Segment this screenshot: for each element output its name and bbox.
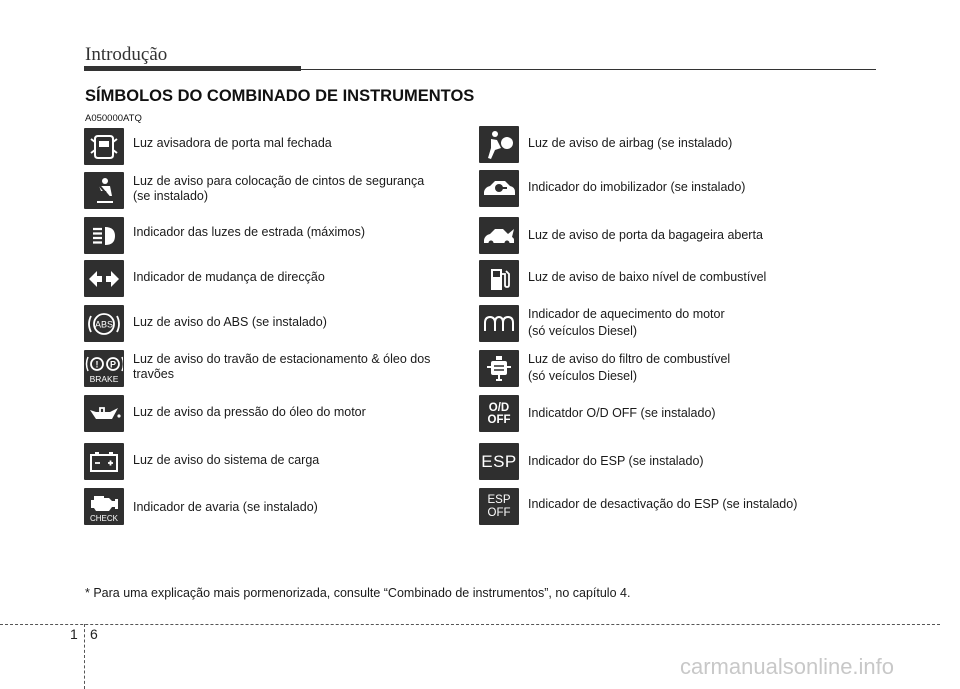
trunk-open-icon bbox=[479, 217, 519, 254]
svg-text:!: ! bbox=[95, 359, 99, 369]
watermark: carmanualsonline.info bbox=[680, 654, 895, 679]
symbol-label: Luz avisadora de porta mal fechada bbox=[133, 136, 332, 150]
footnote: * Para uma explicação mais pormenorizada, consulte “Combinado de instrumentos”, no capítulo 4. bbox=[85, 586, 631, 600]
chapter-number: 1 bbox=[70, 626, 78, 642]
high-beam-icon bbox=[84, 217, 124, 254]
airbag-icon bbox=[479, 126, 519, 163]
symbol-label: Indicatdor O/D OFF (se instalado) bbox=[528, 406, 716, 420]
symbol-label: Luz de aviso do travão de estacionamento & óleo dos travões bbox=[133, 352, 431, 381]
abs-icon bbox=[84, 305, 124, 342]
page-number: 6 bbox=[90, 626, 98, 642]
svg-text:BRAKE: BRAKE bbox=[89, 373, 119, 384]
svg-text:P: P bbox=[109, 359, 117, 369]
svg-text:ABS: ABS bbox=[94, 319, 114, 329]
turn-signal-icon bbox=[84, 260, 124, 297]
symbol-label: Indicador do imobilizador (se instalado) bbox=[528, 180, 746, 194]
symbol-label: Luz de aviso para colocação de cintos de segurança (se instalado) bbox=[133, 174, 425, 203]
symbol-label: Indicador das luzes de estrada (máximos) bbox=[133, 225, 366, 239]
battery-icon bbox=[84, 443, 124, 480]
symbol-label: Luz de aviso de airbag (se instalado) bbox=[528, 136, 733, 150]
header-title: Introdução bbox=[85, 44, 168, 65]
symbol-label: Luz de aviso do ABS (se instalado) bbox=[133, 315, 327, 329]
symbol-label: Luz de aviso do sistema de carga bbox=[133, 453, 320, 467]
svg-text:CHECK: CHECK bbox=[89, 513, 119, 523]
symbol-label: Indicador de avaria (se instalado) bbox=[133, 500, 318, 514]
symbol-label: Luz de aviso do filtro de combustível (só veículos Diesel) bbox=[528, 352, 731, 383]
seatbelt-icon bbox=[84, 172, 124, 209]
check-engine-icon bbox=[84, 488, 124, 525]
header-rule-thin bbox=[301, 69, 876, 70]
symbol-label: Indicador de mudança de direcção bbox=[133, 270, 325, 284]
od-off-icon: O/D OFF bbox=[479, 395, 519, 432]
section-code: A050000ATQ bbox=[85, 113, 142, 124]
footer-vertical-divider bbox=[84, 624, 85, 689]
section-title: SÍMBOLOS DO COMBINADO DE INSTRUMENTOS bbox=[85, 87, 475, 105]
esp-icon: ESP bbox=[479, 443, 519, 480]
symbol-label: Indicador de desactivação do ESP (se instalado) bbox=[528, 497, 798, 511]
fuel-icon bbox=[479, 260, 519, 297]
symbol-label: Luz de aviso de baixo nível de combustível bbox=[528, 270, 767, 284]
immobilizer-icon bbox=[479, 170, 519, 207]
oil-pressure-icon bbox=[84, 395, 124, 432]
header-rule-thick bbox=[84, 66, 301, 71]
symbol-label: Indicador do ESP (se instalado) bbox=[528, 454, 704, 468]
esp-off-icon: ESP OFF bbox=[479, 488, 519, 525]
fuel-filter-icon bbox=[479, 350, 519, 387]
footer-divider bbox=[0, 624, 940, 625]
symbol-label: Indicador de aquecimento do motor (só veículos Diesel) bbox=[528, 307, 725, 338]
door-open-icon bbox=[84, 128, 124, 165]
symbol-label: Luz de aviso da pressão do óleo do motor bbox=[133, 405, 366, 419]
brake-icon bbox=[84, 350, 124, 387]
symbol-label: Luz de aviso de porta da bagageira aberta bbox=[528, 228, 763, 242]
glow-plug-icon bbox=[479, 305, 519, 342]
